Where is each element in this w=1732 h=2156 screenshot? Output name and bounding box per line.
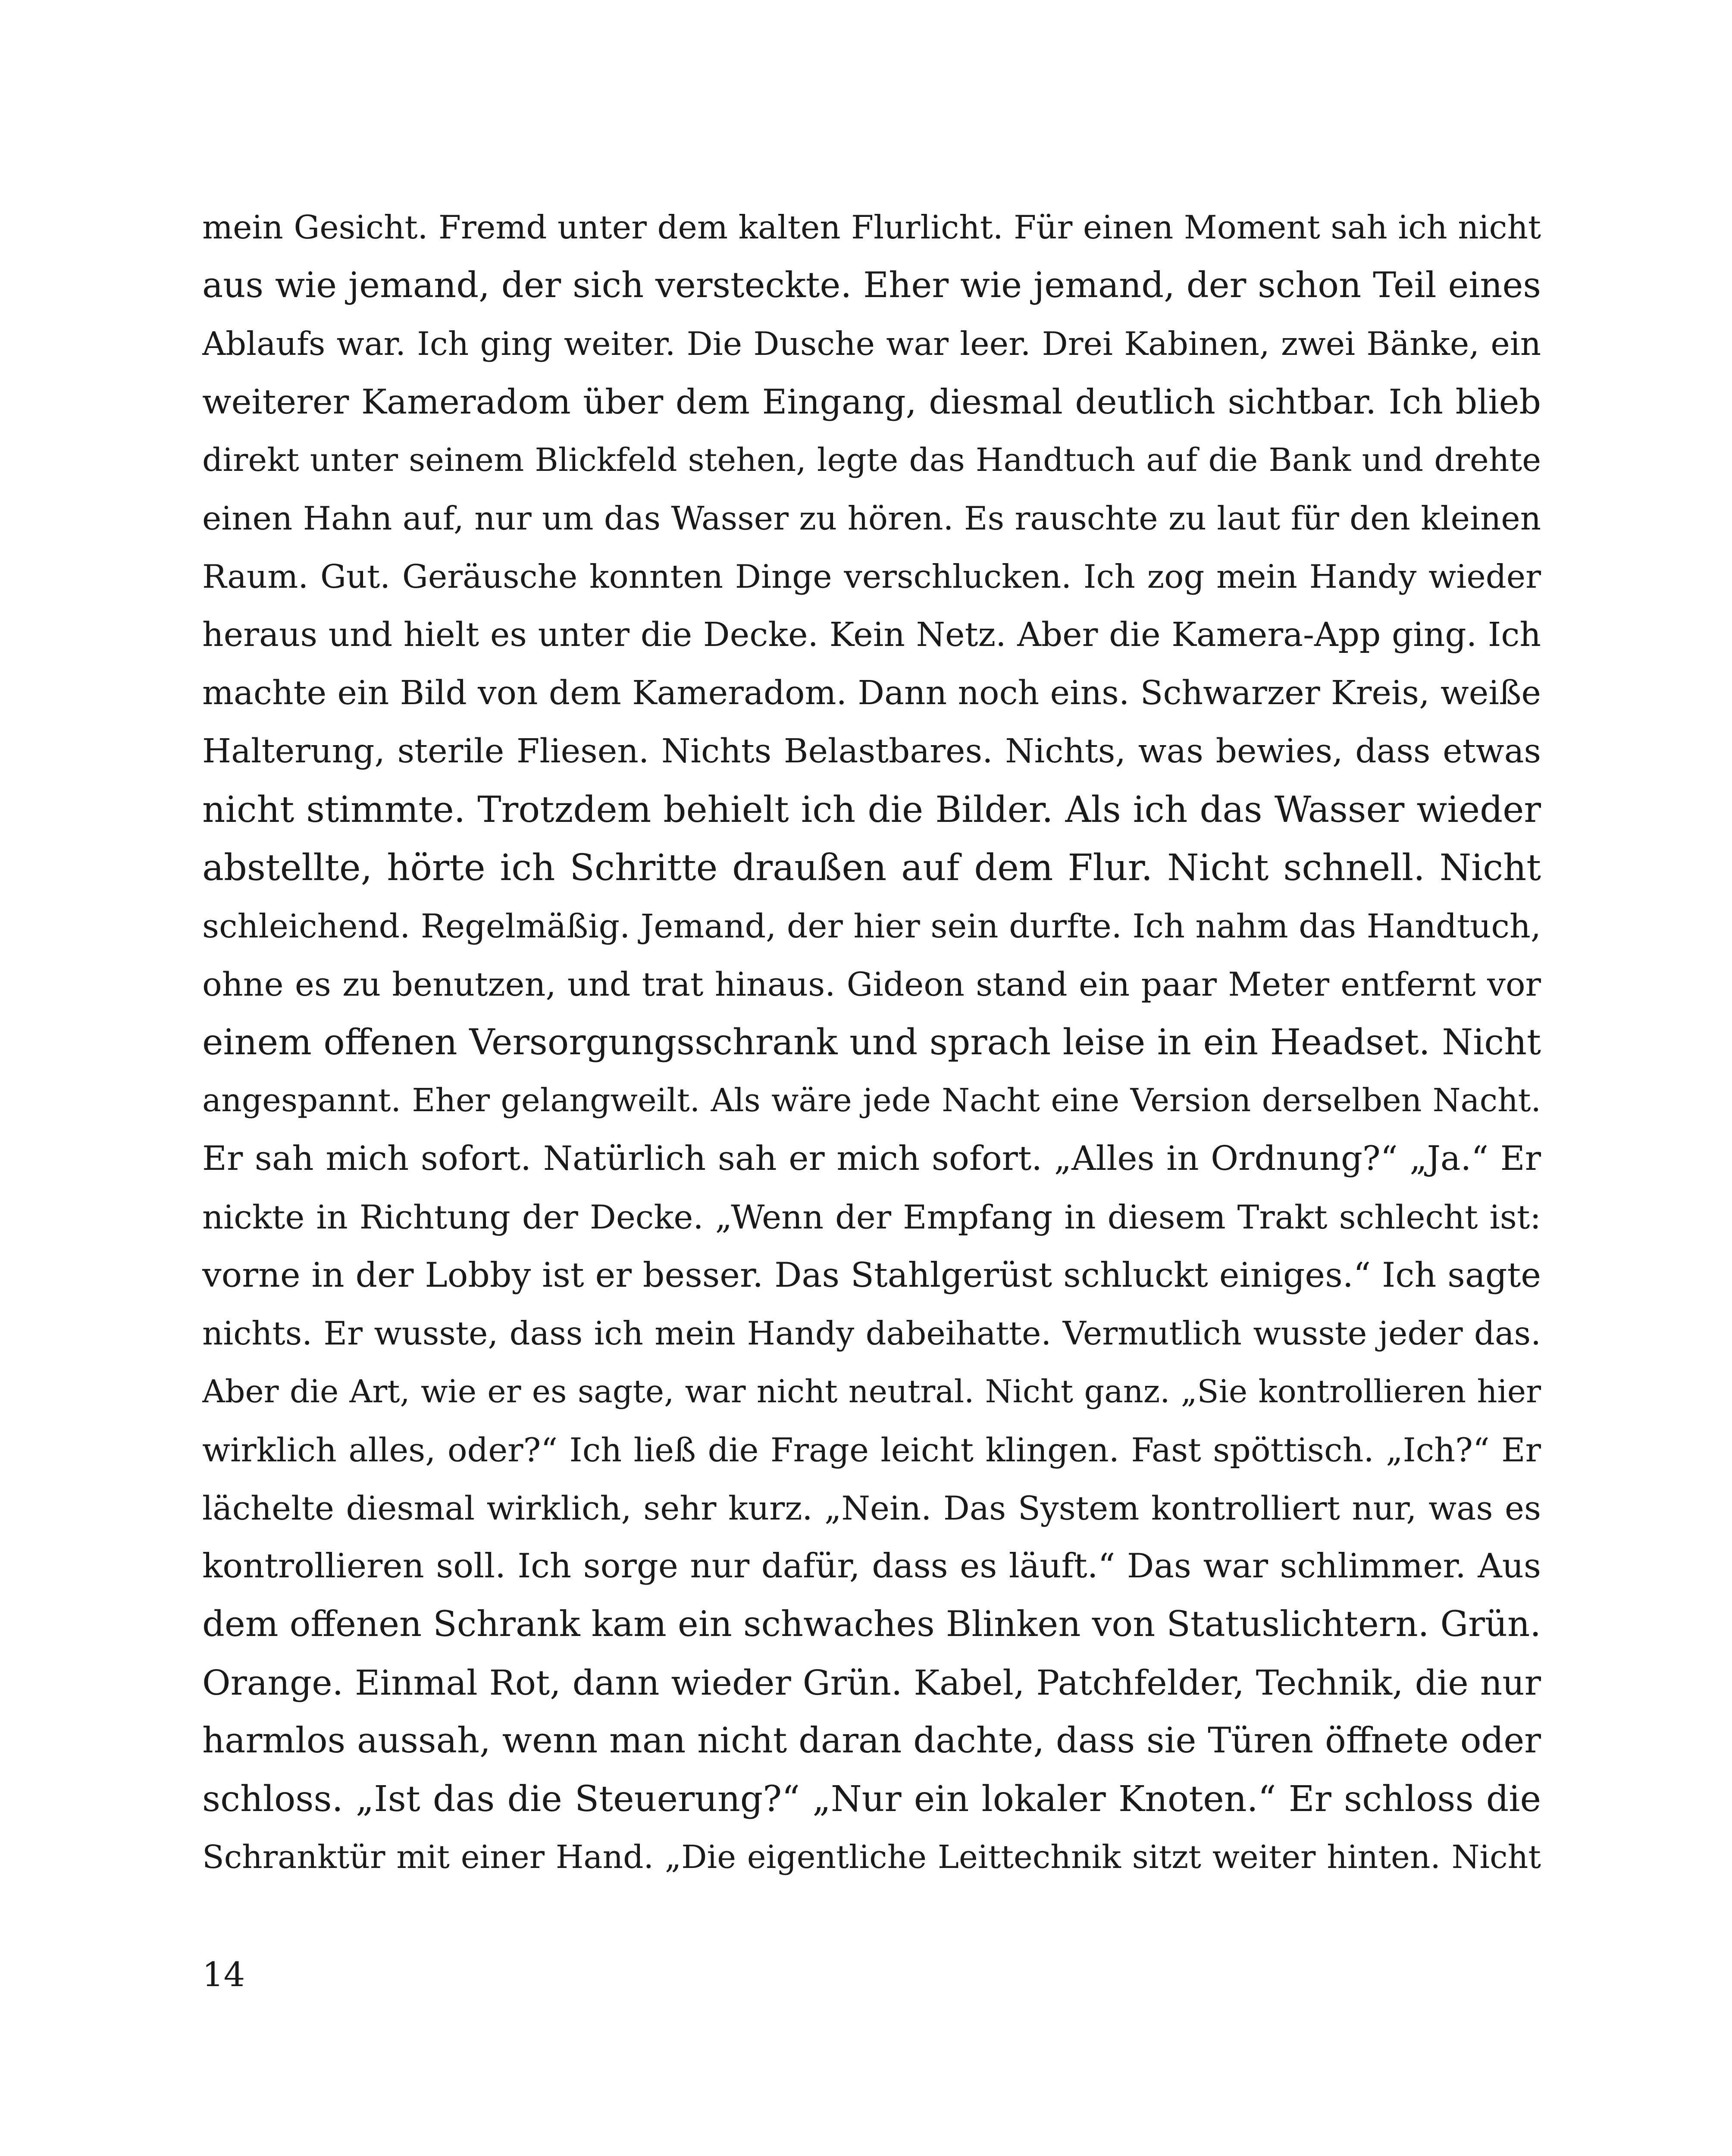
text-line: wirklich alles, oder?“ Ich ließ die Frage leicht klingen. Fast spöttisch. „Ich?“ Er (202, 1431, 1541, 1469)
text-line: aus wie jemand, der sich versteckte. Eher wie jemand, der schon Teil eines (202, 265, 1541, 306)
text-line: Er sah mich sofort. Natürlich sah er mich sofort. „Alles in Ordnung?“ „Ja.“ Er (202, 1139, 1541, 1178)
text-line: weiterer Kameradom über dem Eingang, diesmal deutlich sichtbar. Ich blieb (202, 382, 1541, 422)
text-line: ohne es zu benutzen, und trat hinaus. Gideon stand ein paar Meter entfernt vor (202, 965, 1541, 1003)
text-line: schleichend. Regelmäßig. Jemand, der hier sein durfte. Ich nahm das Handtuch, (202, 907, 1541, 945)
text-line: Schranktür mit einer Hand. „Die eigentliche Leittechnik sitzt weiter hinten. Nicht (202, 1839, 1541, 1876)
text-line: direkt unter seinem Blickfeld stehen, legte das Handtuch auf die Bank und drehte (202, 442, 1541, 479)
text-line: nickte in Richtung der Decke. „Wenn der Empfang in diesem Trakt schlecht ist: (202, 1198, 1541, 1236)
text-line: kontrollieren soll. Ich sorge nur dafür, dass es läuft.“ Das war schlimmer. Aus (202, 1547, 1541, 1586)
text-line: Raum. Gut. Geräusche konnten Dinge verschlucken. Ich zog mein Handy wieder (202, 558, 1541, 595)
text-line: machte ein Bild von dem Kameradom. Dann noch eins. Schwarzer Kreis, weiße (202, 674, 1541, 712)
text-line: vorne in der Lobby ist er besser. Das Stahlgerüst schluckt einiges.“ Ich sagte (202, 1255, 1541, 1295)
text-line: schloss. „Ist das die Steuerung?“ „Nur ein lokaler Knoten.“ Er schloss die (202, 1779, 1541, 1820)
page-number: 14 (202, 1955, 245, 1994)
text-line: Orange. Einmal Rot, dann wieder Grün. Kabel, Patchfelder, Technik, die nur (202, 1663, 1541, 1703)
text-line: einen Hahn auf, nur um das Wasser zu hören. Es rauschte zu laut für den kleinen (202, 499, 1541, 537)
text-line: heraus und hielt es unter die Decke. Kein Netz. Aber die Kamera-App ging. Ich (202, 616, 1541, 654)
text-line: einem offenen Versorgungsschrank und sprach leise in ein Headset. Nicht (202, 1022, 1541, 1063)
body-text (202, 198, 1541, 1887)
text-line: angespannt. Eher gelangweilt. Als wäre jede Nacht eine Version derselben Nacht. (202, 1082, 1541, 1119)
text-line: lächelte diesmal wirklich, sehr kurz. „Nein. Das System kontrolliert nur, was es (202, 1489, 1541, 1527)
text-line: Halterung, sterile Fliesen. Nichts Belastbares. Nichts, was bewies, dass etwas (202, 732, 1541, 771)
text-line: dem offenen Schrank kam ein schwaches Blinken von Statuslichtern. Grün. (202, 1604, 1541, 1645)
text-line: mein Gesicht. Fremd unter dem kalten Flurlicht. Für einen Moment sah ich nicht (202, 208, 1541, 246)
text-line: nicht stimmte. Trotzdem behielt ich die Bilder. Als ich das Wasser wieder (202, 789, 1541, 830)
text-line: Aber die Art, wie er es sagte, war nicht neutral. Nicht ganz. „Sie kontrollieren hier (202, 1373, 1541, 1410)
text-line: nichts. Er wusste, dass ich mein Handy dabeihatte. Vermutlich wusste jeder das. (202, 1314, 1541, 1352)
text-line: abstellte, hörte ich Schritte draußen auf dem Flur. Nicht schnell. Nicht (202, 846, 1541, 889)
text-line: Ablaufs war. Ich ging weiter. Die Dusche war leer. Drei Kabinen, zwei Bänke, ein (202, 325, 1541, 363)
text-line: harmlos aussah, wenn man nicht daran dachte, dass sie Türen öffnete oder (202, 1720, 1541, 1761)
